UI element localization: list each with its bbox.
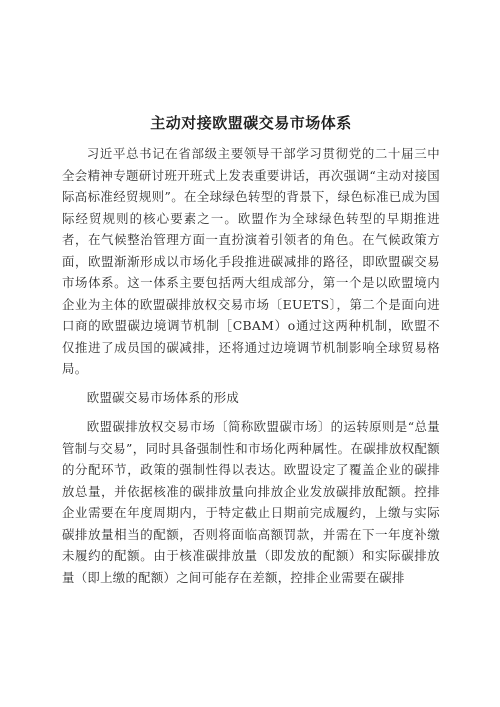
intro-paragraph: 习近平总书记在省部级主要领导干部学习贯彻党的二十届三中全会精神专题研讨班开班式上发表重要讲话，再次强调“主动对接国际高标准经贸规则”。在全球绿色转型的背景下，绿色标准已成为国际经贸规则的核心要素之一。欧盟作为全球绿色转型的早期推进者，在气候整治管理方面一直扮演着引领者的角色。在气候政策方面，欧盟渐渐形成以市场化手段推进碳减排的路径，即欧盟碳交易市场体系。这一体系主要包括两大组成部分，第一个是以欧盟境内企业为主体的欧盟碳排放权交易市场〔EUETS〕，第二个是面向进口商的欧盟碳边境调节机制［CBAM）o通过这两种机制，欧盟不仅推进了成员国的碳减排，还将通过边境调节机制影响全球贸易格局。 bbox=[62, 146, 440, 376]
document-title: 主动对接欧盟碳交易市场体系 bbox=[150, 114, 352, 132]
section-heading: 欧盟碳交易市场体系的形成 bbox=[86, 389, 240, 405]
body-paragraph: 欧盟碳排放权交易市场〔简称欧盟碳市场〕的运转原则是“总量管制与交易”，同时具备强制性和市场化两种属性。在碳排放权配额的分配环节，政策的强制性得以表达。欧盟设定了覆盖企业的碳排放总量，并依据核准的碳排放量向排放企业发放碳排放配额。控排企业需要在年度周期内，于特定截止日期前完成履约，上缴与实际碳排放量相当的配额，否则将面临高额罚款，并需在下一年度补缴未履约的配额。由于核准碳排放量（即发放的配额）和实际碳排放量（即上缴的配额）之间可能存在差额，控排企业需要在碳排 bbox=[62, 419, 440, 585]
